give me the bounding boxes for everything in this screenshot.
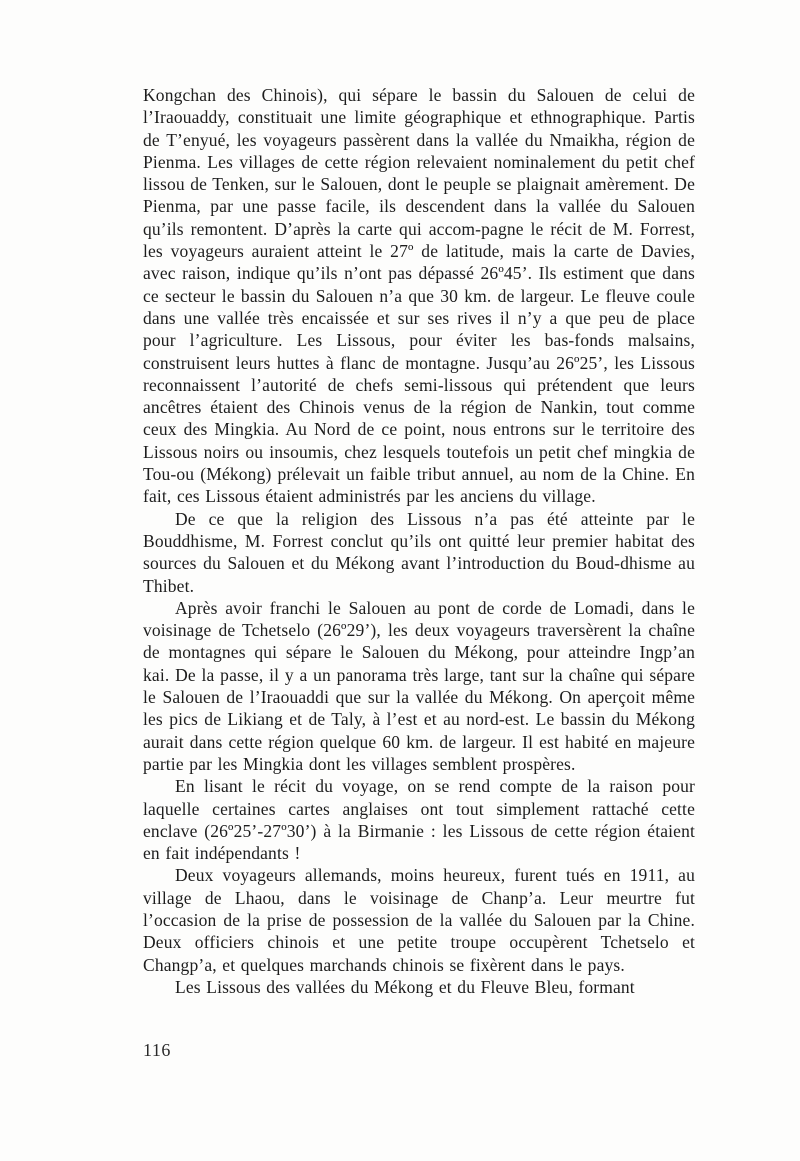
page-number: 116 <box>143 1040 171 1060</box>
paragraph-buddhism: De ce que la religion des Lissous n’a pas été atteinte par le Bouddhisme, M. Forrest conclut qu’ils ont quitté leur premier habitat des sources du Salouen et du Mékong avant l’introduction du Boud-dhisme au Thibet. <box>143 508 695 596</box>
paragraph-final-line: Les Lissous des vallées du Mékong et du Fleuve Bleu, formant <box>175 976 635 997</box>
paragraph-lomadi-crossing: Après avoir franchi le Salouen au pont de corde de Lomadi, dans le voisinage de Tchetselo (26º29’), les deux voyageurs traversèrent la chaîne de montagnes qui sépare le Salouen du Mékong, pour atteindre Ingp’an kai. De la passe, il y a un panorama très large, tant sur la chaîne qui sépare le Salouen de l’Iraouaddi que sur la vallée du Mékong. On aperçoit même les pics de Likiang et de Taly, à l’est et au nord-est. Le bassin du Mékong aurait dans cette région quelque 60 km. de largeur. Il est habité en majeure partie par les Mingkia dont les villages semblent prospères. <box>143 597 695 774</box>
paragraph-enclave: En lisant le récit du voyage, on se rend compte de la raison pour laquelle certaines cartes anglaises ont tout simplement rattaché cette enclave (26º25’-27º30’) à la Birmanie : les Lissous de cette région étaient en fait indépendants ! <box>143 776 695 864</box>
body-text <box>143 84 695 998</box>
paragraph-continuation: Kongchan des Chinois), qui sépare le bassin du Salouen de celui de l’Iraouaddy, constituait une limite géographique et ethnographique. Partis de T’enyué, les voyageurs passèrent dans la vallée du Nmaikha, région de Pienma. Les villages de cette région relevaient nominalement du petit chef lissou de Tenken, sur le Salouen, dont le peuple se plaignait amèrement. De Pienma, par une passe facile, ils descendent dans la vallée du Salouen qu’ils remontent. D’après la carte qui accom-pagne le récit de M. Forrest, les voyageurs auraient atteint le 27º de latitude, mais la carte de Davies, avec raison, indique qu’ils n’ont pas dépassé 26º45’. Ils estiment que dans ce secteur le bassin du Salouen n’a que 30 km. de largeur. Le fleuve coule dans une vallée très encaissée et sur ses rives il n’y a que peu de place pour l’agriculture. Les Lissous, pour éviter les bas-fonds malsains, construisent leurs huttes à flanc de montagne. Jusqu’au 26º25’, les Lissous reconnaissent l’autorité de chefs semi-lissous qui prétendent que leurs ancêtres étaient des Chinois venus de la région de Nankin, tout comme ceux des Mingkia. Au Nord de ce point, nous entrons sur le territoire des Lissous noirs ou insoumis, chez lesquels toutefois un petit chef mingkia de Tou-ou (Mékong) prélevait un faible tribut annuel, au nom de la Chine. En fait, ces Lissous étaient administrés par les anciens du village. <box>143 85 695 507</box>
paragraph-german-travelers: Deux voyageurs allemands, moins heureux, furent tués en 1911, au village de Lhaou, dans le voisinage de Chanp’a. Leur meurtre fut l’occasion de la prise de possession de la vallée du Salouen par la Chine. Deux officiers chinois et une petite troupe occupèrent Tchetselo et Changp’a, et quelques marchands chinois se fixèrent dans le pays. <box>143 865 695 975</box>
